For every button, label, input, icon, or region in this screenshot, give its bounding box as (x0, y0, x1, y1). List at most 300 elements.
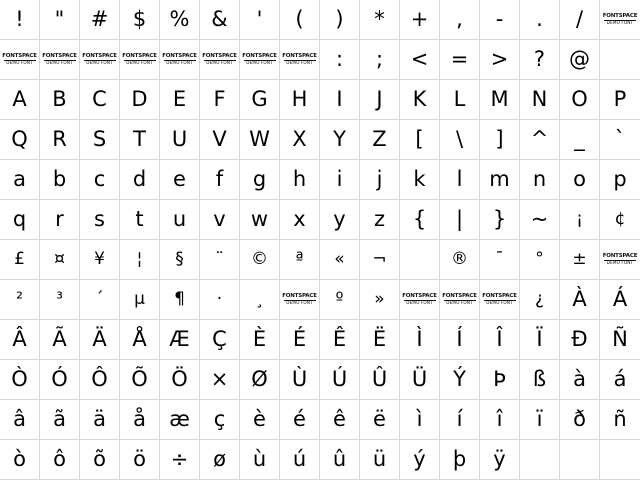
glyph-cell[interactable] (160, 440, 200, 480)
glyph-character: Ï (536, 327, 543, 351)
glyph-character: À (572, 287, 587, 311)
glyph-cell[interactable] (320, 240, 360, 280)
glyph-cell[interactable] (440, 280, 480, 320)
glyph-character: U (171, 127, 188, 151)
watermark-top-text: FONTSPACE (202, 52, 237, 59)
glyph-character: Õ (131, 367, 148, 391)
glyph-character: - (495, 7, 504, 31)
glyph-cell[interactable] (320, 120, 360, 160)
glyph-cell[interactable] (360, 40, 400, 80)
watermark-stamp-icon (163, 53, 197, 66)
glyph-character: ¥ (94, 249, 105, 269)
glyph-cell[interactable] (280, 120, 320, 160)
glyph-character: i (336, 167, 343, 191)
glyph-cell[interactable] (240, 80, 280, 120)
glyph-character: Í (456, 327, 463, 351)
glyph-cell[interactable] (440, 0, 480, 40)
glyph-cell[interactable] (40, 240, 80, 280)
glyph-cell[interactable] (520, 320, 560, 360)
glyph-cell[interactable] (280, 360, 320, 400)
glyph-cell[interactable] (80, 120, 120, 160)
glyph-cell[interactable] (400, 440, 440, 480)
glyph-cell[interactable] (0, 200, 40, 240)
glyph-character: O (571, 87, 588, 111)
glyph-cell[interactable] (240, 0, 280, 40)
glyph-cell[interactable] (280, 0, 320, 40)
glyph-cell[interactable] (520, 240, 560, 280)
glyph-cell[interactable] (360, 200, 400, 240)
glyph-cell[interactable] (160, 280, 200, 320)
glyph-cell[interactable] (320, 440, 360, 480)
glyph-character: ! (15, 7, 24, 31)
glyph-character: ® (451, 249, 468, 269)
glyph-cell[interactable] (160, 40, 200, 80)
glyph-character: P (613, 87, 627, 111)
glyph-cell[interactable] (240, 120, 280, 160)
glyph-cell[interactable] (560, 280, 600, 320)
glyph-cell[interactable] (440, 240, 480, 280)
glyph-character: ¿ (534, 289, 545, 309)
glyph-cell[interactable] (160, 200, 200, 240)
glyph-character: x (293, 207, 306, 231)
glyph-cell[interactable] (200, 280, 240, 320)
glyph-cell[interactable] (520, 360, 560, 400)
glyph-cell[interactable] (600, 240, 640, 280)
glyph-cell[interactable] (80, 240, 120, 280)
glyph-cell[interactable] (120, 0, 160, 40)
glyph-character: m (489, 167, 510, 191)
watermark-top-text: FONTSPACE (122, 52, 157, 59)
glyph-character: J (376, 87, 383, 111)
glyph-cell[interactable] (0, 120, 40, 160)
glyph-cell[interactable] (240, 160, 280, 200)
glyph-cell[interactable] (440, 440, 480, 480)
glyph-cell[interactable] (40, 360, 80, 400)
glyph-cell-empty (600, 40, 640, 80)
glyph-cell[interactable] (80, 360, 120, 400)
watermark-stamp-icon (43, 53, 77, 66)
glyph-character: f (215, 167, 224, 191)
watermark-top-text: FONTSPACE (482, 292, 517, 299)
glyph-character: è (253, 407, 266, 431)
glyph-cell[interactable] (280, 400, 320, 440)
glyph-cell[interactable] (280, 40, 320, 80)
glyph-cell[interactable] (160, 360, 200, 400)
glyph-cell[interactable] (80, 320, 120, 360)
glyph-cell[interactable] (0, 320, 40, 360)
glyph-character: Î (496, 327, 503, 351)
watermark-stamp-icon (283, 53, 317, 66)
glyph-cell[interactable] (160, 120, 200, 160)
glyph-character: Y (333, 127, 346, 151)
glyph-cell[interactable] (520, 120, 560, 160)
glyph-character: _ (574, 127, 585, 151)
glyph-character: , (456, 7, 463, 31)
glyph-character: # (90, 7, 109, 31)
glyph-character: Ê (332, 327, 347, 351)
glyph-character: ô (53, 447, 66, 471)
glyph-cell[interactable] (80, 0, 120, 40)
glyph-character: L (453, 87, 466, 111)
glyph-cell[interactable] (40, 0, 80, 40)
glyph-cell[interactable] (600, 120, 640, 160)
glyph-character: Ã (52, 327, 67, 351)
glyph-cell[interactable] (560, 160, 600, 200)
glyph-cell[interactable] (400, 360, 440, 400)
glyph-cell[interactable] (440, 40, 480, 80)
glyph-cell[interactable] (120, 320, 160, 360)
glyph-cell[interactable] (40, 400, 80, 440)
glyph-cell[interactable] (200, 80, 240, 120)
glyph-cell[interactable] (120, 200, 160, 240)
glyph-cell[interactable] (200, 400, 240, 440)
glyph-cell[interactable] (280, 320, 320, 360)
glyph-cell[interactable] (360, 280, 400, 320)
glyph-character: \ (455, 127, 464, 151)
glyph-cell[interactable] (280, 160, 320, 200)
glyph-cell[interactable] (280, 440, 320, 480)
glyph-cell[interactable] (480, 160, 520, 200)
glyph-cell[interactable] (120, 360, 160, 400)
glyph-cell[interactable] (440, 120, 480, 160)
glyph-character: ý (413, 447, 426, 471)
glyph-character: t (135, 207, 144, 231)
glyph-cell[interactable] (0, 440, 40, 480)
glyph-character: ) (335, 7, 344, 31)
glyph-character: l (456, 167, 463, 191)
watermark-bottom-text: DEMO FONT (46, 60, 73, 66)
glyph-cell[interactable] (80, 280, 120, 320)
glyph-cell[interactable] (600, 400, 640, 440)
glyph-cell[interactable] (160, 240, 200, 280)
glyph-character: > (490, 47, 509, 71)
glyph-cell[interactable] (360, 440, 400, 480)
glyph-cell[interactable] (320, 280, 360, 320)
glyph-cell[interactable] (600, 0, 640, 40)
watermark-bottom-text: DEMO FONT (286, 300, 313, 306)
glyph-cell[interactable] (560, 320, 600, 360)
glyph-cell[interactable] (480, 320, 520, 360)
watermark-bottom-text: DEMO FONT (246, 60, 273, 66)
glyph-cell[interactable] (480, 400, 520, 440)
glyph-cell[interactable] (200, 40, 240, 80)
glyph-cell[interactable] (80, 40, 120, 80)
glyph-character: î (496, 407, 503, 431)
glyph-cell[interactable] (0, 360, 40, 400)
glyph-character: ~ (530, 207, 549, 231)
watermark-top-text: FONTSPACE (402, 292, 437, 299)
glyph-character: ] (495, 127, 504, 151)
glyph-cell[interactable] (240, 320, 280, 360)
glyph-cell[interactable] (560, 360, 600, 400)
glyph-cell[interactable] (320, 320, 360, 360)
glyph-character: Ä (92, 327, 107, 351)
glyph-cell[interactable] (480, 120, 520, 160)
glyph-cell[interactable] (320, 0, 360, 40)
glyph-cell[interactable] (200, 120, 240, 160)
glyph-cell[interactable] (200, 440, 240, 480)
glyph-cell[interactable] (0, 240, 40, 280)
glyph-character: ¤ (54, 249, 65, 269)
glyph-character: ç (213, 407, 226, 431)
glyph-character: á (613, 367, 627, 391)
glyph-cell[interactable] (160, 160, 200, 200)
glyph-cell[interactable] (120, 80, 160, 120)
glyph-cell[interactable] (280, 240, 320, 280)
glyph-character: § (175, 249, 184, 269)
glyph-cell[interactable] (400, 240, 440, 280)
watermark-stamp-icon (203, 53, 237, 66)
glyph-character: d (132, 167, 147, 191)
glyph-cell[interactable] (480, 40, 520, 80)
glyph-cell[interactable] (320, 200, 360, 240)
glyph-character: T (133, 127, 146, 151)
glyph-cell[interactable] (80, 80, 120, 120)
glyph-cell[interactable] (0, 80, 40, 120)
glyph-cell[interactable] (560, 40, 600, 80)
glyph-cell[interactable] (80, 400, 120, 440)
glyph-cell[interactable] (360, 0, 400, 40)
glyph-cell[interactable] (400, 320, 440, 360)
glyph-character: . (536, 7, 543, 31)
glyph-character: @ (569, 47, 590, 71)
glyph-cell[interactable] (400, 120, 440, 160)
glyph-cell[interactable] (560, 240, 600, 280)
glyph-cell[interactable] (480, 280, 520, 320)
glyph-character: ¸ (255, 289, 264, 309)
glyph-character: ( (295, 7, 304, 31)
watermark-bottom-text: DEMO FONT (606, 20, 634, 26)
glyph-cell[interactable] (40, 320, 80, 360)
glyph-cell[interactable] (40, 200, 80, 240)
glyph-cell[interactable] (480, 440, 520, 480)
glyph-character: ò (13, 447, 26, 471)
glyph-character: þ (452, 447, 467, 471)
glyph-cell[interactable] (200, 0, 240, 40)
glyph-character: Ì (416, 327, 423, 351)
glyph-cell[interactable] (240, 360, 280, 400)
glyph-cell[interactable] (560, 200, 600, 240)
glyph-cell[interactable] (600, 360, 640, 400)
glyph-cell[interactable] (440, 400, 480, 440)
glyph-cell[interactable] (80, 160, 120, 200)
glyph-cell[interactable] (560, 400, 600, 440)
glyph-cell[interactable] (560, 80, 600, 120)
glyph-cell[interactable] (240, 40, 280, 80)
glyph-cell[interactable] (440, 80, 480, 120)
watermark-stamp-icon (603, 13, 637, 26)
glyph-character: < (410, 47, 429, 71)
glyph-cell-empty (520, 440, 560, 480)
glyph-cell[interactable] (80, 200, 120, 240)
glyph-cell[interactable] (320, 40, 360, 80)
glyph-character: ã (53, 407, 66, 431)
glyph-cell[interactable] (480, 360, 520, 400)
glyph-cell[interactable] (520, 40, 560, 80)
glyph-character: ³ (56, 289, 63, 309)
glyph-character: ß (532, 367, 547, 391)
glyph-character: q (12, 207, 27, 231)
glyph-character: Ó (51, 367, 68, 391)
glyph-cell[interactable] (40, 160, 80, 200)
glyph-character: ì (416, 407, 423, 431)
glyph-cell[interactable] (600, 200, 640, 240)
glyph-cell[interactable] (200, 320, 240, 360)
glyph-cell[interactable] (400, 40, 440, 80)
glyph-character: [ (415, 127, 424, 151)
watermark-top-text: FONTSPACE (282, 52, 317, 59)
glyph-cell[interactable] (160, 0, 200, 40)
watermark-bottom-text: DEMO FONT (86, 60, 113, 66)
glyph-character: ö (133, 447, 146, 471)
glyph-character: ^ (530, 127, 549, 151)
glyph-character: j (376, 167, 383, 191)
glyph-character: Ù (291, 367, 308, 391)
glyph-character: K (412, 87, 427, 111)
glyph-cell[interactable] (160, 400, 200, 440)
glyph-cell[interactable] (520, 400, 560, 440)
glyph-cell[interactable] (120, 280, 160, 320)
glyph-cell[interactable] (360, 160, 400, 200)
glyph-cell[interactable] (40, 440, 80, 480)
glyph-cell[interactable] (40, 120, 80, 160)
glyph-character: Q (11, 127, 28, 151)
watermark-stamp-icon (83, 53, 117, 66)
glyph-cell[interactable] (400, 0, 440, 40)
glyph-cell[interactable] (120, 240, 160, 280)
glyph-cell[interactable] (240, 240, 280, 280)
glyph-character: Û (371, 367, 388, 391)
glyph-cell[interactable] (440, 160, 480, 200)
glyph-cell[interactable] (440, 200, 480, 240)
glyph-cell[interactable] (360, 240, 400, 280)
glyph-cell[interactable] (120, 400, 160, 440)
glyph-cell[interactable] (520, 0, 560, 40)
glyph-character: æ (169, 407, 190, 431)
glyph-character: c (93, 167, 106, 191)
glyph-cell[interactable] (80, 440, 120, 480)
glyph-cell[interactable] (480, 0, 520, 40)
glyph-cell[interactable] (520, 80, 560, 120)
watermark-bottom-text: DEMO FONT (606, 260, 634, 266)
glyph-character (416, 251, 422, 268)
glyph-character: H (291, 87, 308, 111)
glyph-cell[interactable] (240, 200, 280, 240)
glyph-cell[interactable] (240, 440, 280, 480)
glyph-character: ñ (613, 407, 627, 431)
glyph-character: ð (573, 407, 586, 431)
glyph-character: & (211, 7, 228, 31)
glyph-cell[interactable] (360, 120, 400, 160)
glyph-cell[interactable] (560, 120, 600, 160)
glyph-cell[interactable] (480, 240, 520, 280)
glyph-cell[interactable] (400, 80, 440, 120)
glyph-cell[interactable] (360, 400, 400, 440)
glyph-cell[interactable] (120, 120, 160, 160)
glyph-character: ë (373, 407, 386, 431)
glyph-cell[interactable] (40, 40, 80, 80)
glyph-cell[interactable] (320, 160, 360, 200)
glyph-cell[interactable] (160, 80, 200, 120)
glyph-cell[interactable] (480, 200, 520, 240)
glyph-cell[interactable] (40, 80, 80, 120)
glyph-cell[interactable] (0, 400, 40, 440)
glyph-cell[interactable] (200, 200, 240, 240)
glyph-character: Ö (171, 367, 188, 391)
glyph-cell[interactable] (600, 160, 640, 200)
glyph-character: W (249, 127, 270, 151)
glyph-cell[interactable] (120, 440, 160, 480)
glyph-cell[interactable] (400, 160, 440, 200)
glyph-character: ² (16, 289, 23, 309)
glyph-cell[interactable] (440, 360, 480, 400)
glyph-cell[interactable] (200, 360, 240, 400)
glyph-character: * (374, 7, 385, 31)
glyph-cell[interactable] (0, 160, 40, 200)
glyph-cell[interactable] (240, 400, 280, 440)
glyph-character: Å (132, 327, 147, 351)
glyph-character: ï (536, 407, 543, 431)
glyph-cell[interactable] (360, 320, 400, 360)
glyph-cell[interactable] (120, 40, 160, 80)
glyph-character: r (55, 207, 64, 231)
glyph-cell[interactable] (520, 280, 560, 320)
glyph-cell[interactable] (240, 280, 280, 320)
glyph-cell[interactable] (520, 160, 560, 200)
glyph-cell[interactable] (0, 0, 40, 40)
glyph-cell[interactable] (600, 320, 640, 360)
glyph-cell[interactable] (160, 320, 200, 360)
glyph-character: É (292, 327, 307, 351)
glyph-cell[interactable] (400, 400, 440, 440)
glyph-cell[interactable] (320, 400, 360, 440)
glyph-cell[interactable] (120, 160, 160, 200)
glyph-cell[interactable] (440, 320, 480, 360)
glyph-cell[interactable] (280, 80, 320, 120)
glyph-cell[interactable] (280, 280, 320, 320)
glyph-cell[interactable] (320, 80, 360, 120)
glyph-cell[interactable] (0, 280, 40, 320)
glyph-character: » (374, 289, 385, 309)
glyph-cell[interactable] (360, 360, 400, 400)
glyph-cell[interactable] (600, 80, 640, 120)
glyph-cell[interactable] (0, 40, 40, 80)
glyph-cell[interactable] (200, 160, 240, 200)
glyph-cell[interactable] (40, 280, 80, 320)
glyph-cell[interactable] (320, 360, 360, 400)
glyph-character: Æ (169, 327, 190, 351)
glyph-character: w (250, 207, 269, 231)
glyph-cell[interactable] (400, 280, 440, 320)
glyph-character: Ë (372, 327, 387, 351)
glyph-cell[interactable] (480, 80, 520, 120)
glyph-character: Ü (411, 367, 428, 391)
glyph-character: / (575, 7, 584, 31)
glyph-cell[interactable] (200, 240, 240, 280)
glyph-cell[interactable] (600, 280, 640, 320)
glyph-character: ¡ (576, 209, 583, 229)
glyph-cell[interactable] (280, 200, 320, 240)
glyph-character: Ç (212, 327, 227, 351)
glyph-cell[interactable] (400, 200, 440, 240)
glyph-character: | (455, 207, 464, 231)
glyph-character: ÷ (170, 447, 189, 471)
watermark-stamp-icon (123, 53, 157, 66)
glyph-character: A (12, 87, 27, 111)
glyph-cell[interactable] (520, 200, 560, 240)
glyph-cell[interactable] (360, 80, 400, 120)
glyph-cell[interactable] (560, 0, 600, 40)
